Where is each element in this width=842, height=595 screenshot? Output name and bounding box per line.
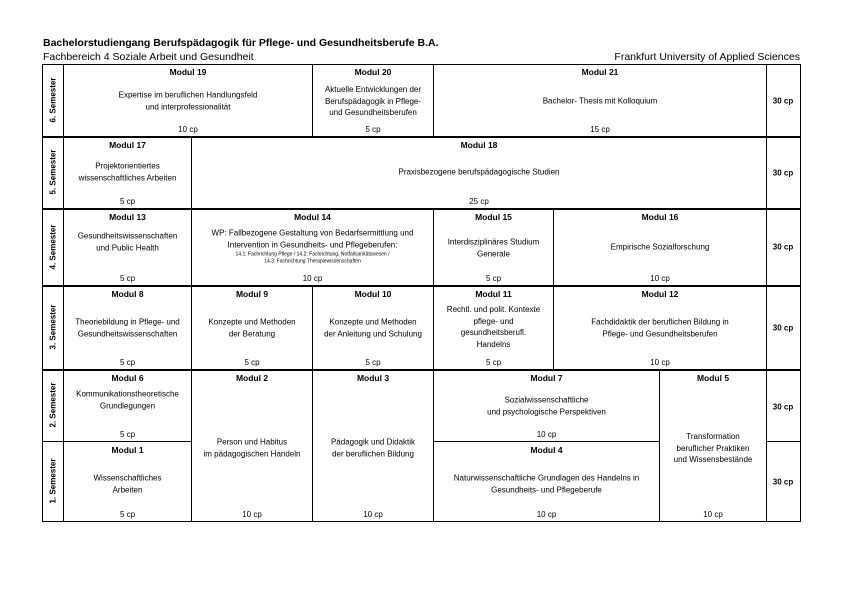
module-description: Wissenschaftliches Arbeiten [93, 473, 162, 494]
module-credits: 10 cp [363, 510, 383, 519]
module-14 [192, 210, 433, 285]
semester-total-cp: 30 cp [772, 168, 794, 178]
module-credits: 10 cp [703, 510, 723, 519]
module-17 [64, 138, 191, 208]
module-title: Modul 1 [111, 445, 144, 455]
total-column-divider [766, 64, 767, 521]
semester-label: 4. Semester [48, 224, 58, 270]
module-description: Interdisziplinäres Studium Generale [447, 237, 540, 258]
module-9 [192, 287, 312, 369]
module-1 [64, 443, 191, 521]
module-credits: 5 cp [365, 125, 381, 134]
module-description: Rechtl. und polit. Kontexte pflege- und gesundheitsberufl. Handelns [446, 305, 541, 349]
row-divider [42, 521, 801, 522]
module-description: Fachdidaktik der beruflichen Bildung in Pflege- und Gesundheitsberufen [591, 317, 729, 338]
module-5 [660, 371, 766, 521]
semester-total-cp: 30 cp [772, 96, 794, 106]
module-title: Modul 6 [111, 373, 144, 383]
module-credits: 5 cp [119, 358, 136, 367]
semester-label: 6. Semester [48, 77, 58, 123]
module-description: Theoriebildung in Pflege- und Gesundheitswissenschaften [75, 317, 180, 338]
module-title: Modul 12 [641, 289, 679, 299]
module-title: Modul 18 [460, 140, 498, 150]
module-description: Naturwissenschaftliche Grundlagen des Handelns in Gesundheits- und Pflegeberufe [453, 473, 640, 494]
table-left-border [42, 64, 43, 521]
document-title: Bachelorstudiengang Berufspädagogik für Pflege- und Gesundheitsberufe B.A. [43, 37, 439, 49]
module-2 [192, 371, 312, 521]
semester-total-cp: 30 cp [772, 323, 794, 333]
module-21 [434, 65, 766, 136]
module-credits: 10 cp [178, 125, 198, 134]
row-divider-partial [42, 441, 191, 442]
module-description: Kommunikationstheoretische Grundlegungen [76, 389, 179, 410]
module-credits: 10 cp [536, 510, 557, 519]
module-title: Modul 13 [109, 212, 146, 222]
module-note: 14.1: Fachrichtung Pflege / 14.2: Fachrichtung, Notfallsanitätswesen / 14.3: Fachrichtung Therapiewissenschaften [235, 251, 390, 264]
module-credits: 5 cp [119, 197, 136, 206]
module-credits: 5 cp [119, 430, 136, 439]
university-label: Frankfurt University of Applied Sciences [614, 51, 800, 63]
module-20 [313, 65, 433, 136]
module-title: Modul 4 [530, 445, 563, 455]
module-13 [64, 210, 191, 285]
module-description: Gesundheitswissenschaften und Public Health [77, 231, 178, 252]
module-credits: 15 cp [590, 125, 610, 134]
module-credits: 5 cp [244, 358, 260, 367]
module-description: Transformation beruflicher Praktiken und Wissensbestände [673, 431, 753, 464]
semester-label: 5. Semester [48, 149, 58, 195]
semester-label: 2. Semester [48, 382, 58, 428]
module-description: Expertise im beruflichen Handlungsfeld und interprofessionalität [118, 90, 258, 111]
module-8 [64, 287, 191, 369]
module-description: Konzepte und Methoden der Anleitung und Schulung [324, 317, 422, 338]
module-6 [64, 371, 191, 441]
module-18 [192, 138, 766, 208]
module-15 [434, 210, 553, 285]
module-description: WP: Fallbezogene Gestaltung von Bedarfsermittlung und Intervention in Gesundheits- und Pflegeberufen: 14.1: Fachrichtung Pflege / 14.2: Fachrichtung, Notfallsanitätswesen / 14.3: Fachrichtung Therapiewissenschaften [194, 228, 431, 265]
row-divider-partial [433, 441, 659, 442]
module-credits: 5 cp [119, 510, 136, 519]
module-title: Modul 5 [696, 373, 730, 383]
module-title: Modul 7 [530, 373, 563, 383]
department-label: Fachbereich 4 Soziale Arbeit und Gesundheit [43, 51, 254, 63]
module-credits: 10 cp [242, 510, 262, 519]
module-title: Modul 8 [111, 289, 144, 299]
module-19 [64, 65, 312, 136]
module-description: Bachelor- Thesis mit Kolloquium [542, 96, 658, 106]
semester-label: 1. Semester [48, 458, 58, 504]
module-credits: 5 cp [485, 358, 502, 367]
module-description: Sozialwissenschaftliche und psychologische Perspektiven [487, 395, 606, 416]
module-title: Modul 2 [235, 373, 269, 383]
module-description: Aktuelle Entwicklungen der Berufspädagogik in Pflege- und Gesundheitsberufen [324, 84, 422, 117]
module-11 [434, 287, 553, 369]
module-title: Modul 9 [235, 289, 269, 299]
semester-total-cp: 30 cp [772, 402, 794, 412]
module-title: Modul 14 [294, 212, 331, 222]
module-description: Praxisbezogene berufspädagogische Studien [398, 167, 560, 177]
module-title: Modul 21 [581, 67, 619, 77]
module-description: Empirische Sozialforschung [610, 242, 710, 252]
module-title: Modul 15 [475, 212, 512, 222]
semester-total-cp: 30 cp [772, 477, 794, 487]
module-credits: 5 cp [119, 274, 136, 283]
semester-label: 3. Semester [48, 304, 58, 350]
module-credits: 10 cp [536, 430, 557, 439]
module-title: Modul 20 [354, 67, 392, 77]
module-credits: 25 cp [469, 197, 489, 206]
module-title: Modul 19 [169, 67, 207, 77]
module-credits: 5 cp [365, 358, 381, 367]
module-4 [434, 443, 659, 521]
module-10 [313, 287, 433, 369]
module-description: Konzepte und Methoden der Beratung [208, 317, 296, 338]
module-description: Pädagogik und Didaktik der beruflichen Bildung [330, 437, 416, 458]
module-description: Person und Habitus im pädagogischen Handeln [203, 437, 301, 458]
module-12 [554, 287, 766, 369]
module-credits: 10 cp [302, 274, 323, 283]
module-title: Modul 17 [109, 140, 146, 150]
module-credits: 10 cp [650, 358, 670, 367]
module-title: Modul 10 [354, 289, 392, 299]
module-7 [434, 371, 659, 441]
row-divider-partial [766, 441, 801, 442]
module-title: Modul 16 [641, 212, 679, 222]
module-description: Projektorientiertes wissenschaftliches Arbeiten [78, 161, 177, 182]
semester-total-cp: 30 cp [772, 242, 794, 252]
module-credits: 5 cp [485, 274, 502, 283]
module-title: Modul 3 [356, 373, 390, 383]
module-credits: 10 cp [650, 274, 670, 283]
module-16 [554, 210, 766, 285]
table-right-border [800, 64, 801, 521]
module-title: Modul 11 [475, 289, 512, 299]
module-3 [313, 371, 433, 521]
